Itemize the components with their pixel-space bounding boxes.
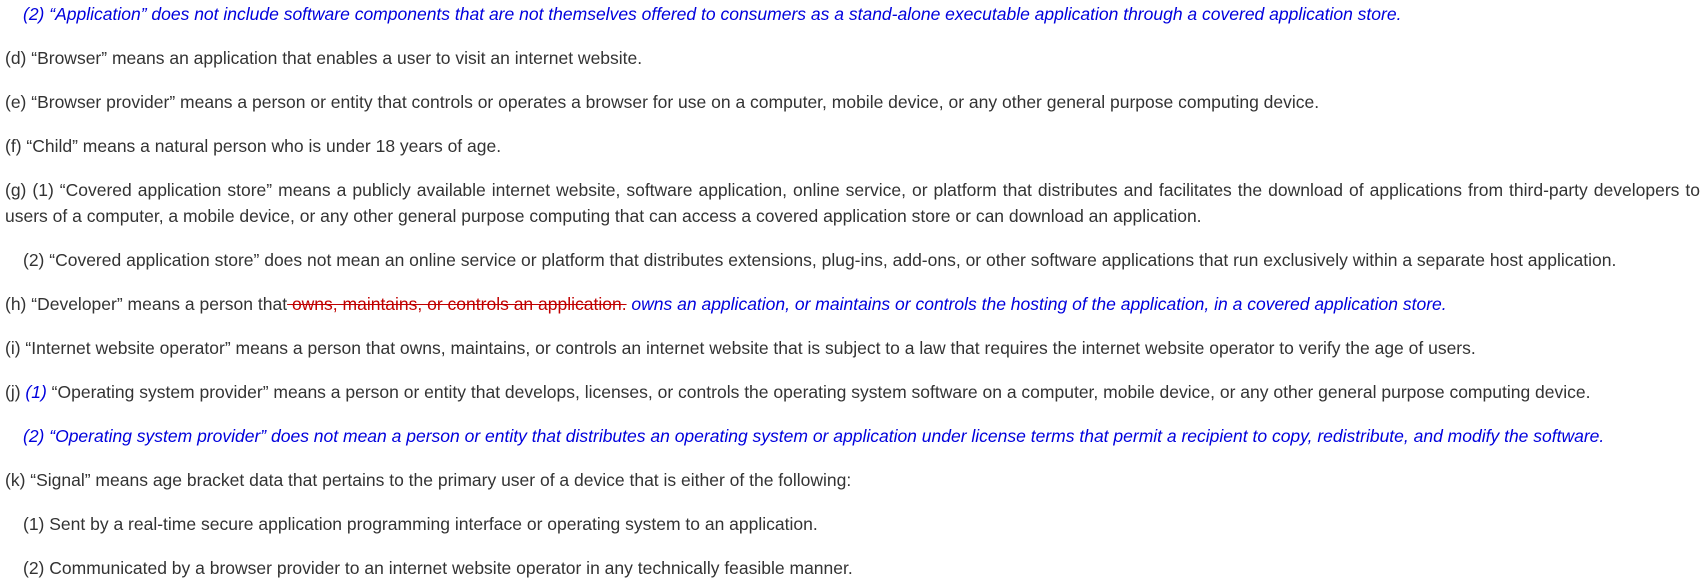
paragraph-h: [5, 291, 1700, 317]
paragraph-k1: (1) Sent by a real-time secure application programming interface or operating system to an application.: [23, 514, 818, 534]
paragraph-d: (d) “Browser” means an application that enables a user to visit an internet website.: [5, 48, 643, 68]
paragraph-k: (k) “Signal” means age bracket data that pertains to the primary user of a device that is either of the following:: [5, 470, 852, 490]
added-text: (1): [25, 382, 47, 402]
paragraph-j1-text: “Operating system provider” means a person or entity that develops, licenses, or controls the operating system software on a computer, mobile device, or any other general purpose computing device.: [46, 382, 1591, 402]
paragraph-i: (i) “Internet website operator” means a person that owns, maintains, or controls an internet website that is subject to a law that requires the internet website operator to verify the age of users.: [5, 338, 1476, 358]
paragraph-g2: (2) “Covered application store” does not mean an online service or platform that distributes extensions, plug-ins, add-ons, or other software applications that run exclusively within a separate host application.: [23, 250, 1617, 270]
paragraph-j2: [5, 423, 1700, 449]
paragraph-f: (f) “Child” means a natural person who is under 18 years of age.: [5, 136, 502, 156]
added-text: owns an application, or maintains or controls the hosting of the application, in a covered application store.: [626, 294, 1447, 314]
paragraph-g1: (g) (1) “Covered application store” means a publicly available internet website, software application, online service, or platform that distributes and facilitates the download of applications from third-party developers to users of a computer, a mobile device, or any other general purpose computing that can access a covered application store or can download an application.: [5, 180, 1700, 226]
paragraph-j-label: (j): [5, 382, 26, 402]
legislative-document: [0, 1, 1700, 581]
added-text: (2) “Operating system provider” does not mean a person or entity that distributes an operating system or application under license terms that permit a recipient to copy, redistribute, and modify the software.: [23, 426, 1605, 446]
paragraph-h-text: (h) “Developer” means a person that: [5, 294, 288, 314]
deleted-text: owns, maintains, or controls an application.: [287, 294, 627, 314]
paragraph-e: (e) “Browser provider” means a person or entity that controls or operates a browser for use on a computer, mobile device, or any other general purpose computing device.: [5, 92, 1320, 112]
paragraph-j1: [5, 379, 1700, 405]
paragraph-c2: [5, 1, 1700, 27]
paragraph-k2: (2) Communicated by a browser provider to an internet website operator in any technically feasible manner.: [23, 558, 853, 578]
added-text: (2) “Application” does not include software components that are not themselves offered to consumers as a stand-alone executable application through a covered application store.: [23, 4, 1402, 24]
